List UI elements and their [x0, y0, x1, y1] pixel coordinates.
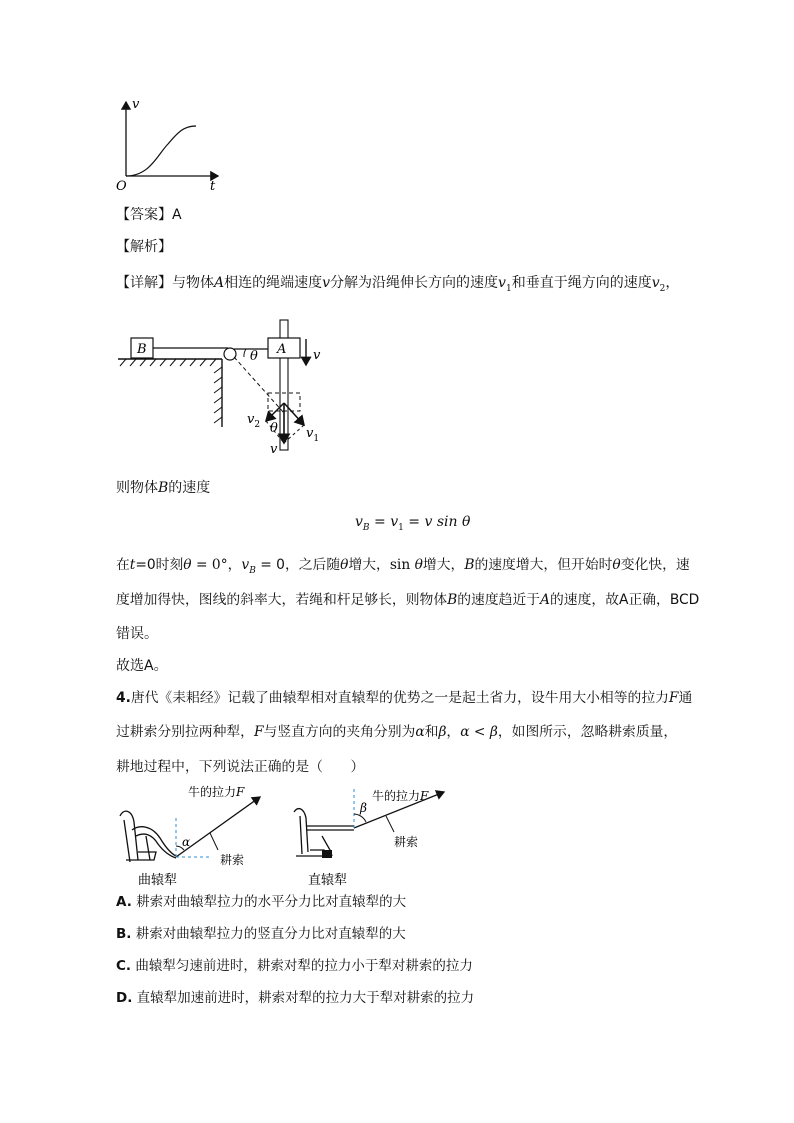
curved-caption: 曲辕犁	[138, 873, 178, 888]
option-text: 直辕犁加速前进时，耕索对犁的拉力大于犁对耕索的拉力	[136, 990, 475, 1006]
text: ，如图所示，忽略耕索质量，	[497, 724, 678, 740]
option-text: 耕索对曲辕犁拉力的竖直分力比对直辕犁的大	[135, 926, 406, 942]
paragraph-line-1	[116, 555, 690, 581]
text: 增大，	[348, 557, 390, 573]
formula-lhs-sub: B	[362, 522, 370, 533]
option-c[interactable]	[116, 956, 473, 976]
theta-top-label: θ	[250, 349, 258, 364]
block-a-label: A	[277, 342, 287, 357]
axis-label-t: t	[210, 179, 216, 194]
theta-arc-top	[244, 349, 246, 357]
detail-text: ，	[665, 275, 680, 291]
var-alpha: α	[415, 724, 425, 740]
straight-rope-label: 耕索	[394, 835, 419, 849]
option-d[interactable]	[116, 988, 474, 1008]
text: 的速度增大，但开始时	[474, 557, 613, 573]
option-text: 耕索对曲辕犁拉力的水平分力比对直辕犁的大	[136, 894, 407, 910]
var-b: B	[158, 480, 169, 496]
pulley-diagram	[110, 315, 350, 460]
formula-eq: =	[369, 514, 391, 530]
var-v: v	[322, 275, 331, 291]
var-theta: θ	[340, 557, 349, 573]
text: 的速度趋近于	[457, 592, 541, 608]
pulley	[224, 348, 236, 360]
var-theta: θ	[410, 557, 423, 573]
text: ，	[446, 724, 461, 740]
text: 增大，	[422, 557, 465, 573]
var-alpha: α	[460, 724, 470, 740]
detail-label: 【详解】	[116, 275, 172, 291]
rope-direction-dashed	[234, 357, 284, 413]
sin-func: sin	[389, 557, 411, 573]
conclusion: 故选A。	[116, 658, 168, 674]
curved-plow-drawing	[120, 811, 176, 862]
option-text: 曲辕犁匀速前进时，耕索对犁的拉力小于犁对耕索的拉力	[135, 958, 473, 974]
sub-2: 2	[659, 283, 666, 294]
option-letter: A.	[116, 894, 132, 910]
detail-text: 与物体	[172, 275, 214, 291]
v-bottom-label: v	[270, 442, 278, 457]
v2-label: $v_2$	[247, 412, 261, 430]
text: 唐代《耒耜经》记载了曲辕犁相对直辕犁的优势之一是起土省力，设牛用大小相等的拉力	[130, 690, 669, 706]
text: = 0°，	[191, 557, 242, 573]
formula-mid-sub: 1	[398, 522, 404, 533]
velocity-curve	[126, 126, 196, 176]
theta-bottom-label: θ	[270, 421, 278, 436]
text: 的速度	[168, 480, 211, 496]
formula-eq: =	[403, 514, 425, 530]
var-v1: v	[498, 275, 506, 291]
alpha-label: α	[182, 835, 191, 849]
text: 过耕索分别拉两种犁，	[116, 724, 254, 740]
velocity-label-a: v	[313, 348, 321, 363]
analysis-heading: 【解析】	[116, 239, 172, 255]
text: 与竖直方向的夹角分别为	[263, 724, 416, 740]
question-4-line-3: 耕地过程中，下列说法正确的是（ ）	[116, 759, 365, 775]
formula-lhs: v	[355, 514, 363, 530]
origin-label: O	[116, 179, 127, 194]
curved-rope-pointer	[210, 833, 218, 850]
table-hatching	[120, 359, 216, 366]
var-beta: β	[489, 724, 498, 740]
option-letter: B.	[116, 926, 132, 942]
text: 通	[678, 690, 693, 706]
axis-label-v: v	[132, 97, 140, 112]
text: 则物体	[116, 480, 158, 496]
straight-plow-block	[322, 850, 332, 858]
option-b[interactable]	[116, 924, 406, 944]
plow-diagram	[110, 780, 460, 890]
var-vb-sub: B	[249, 565, 256, 576]
sub-1: 1	[505, 283, 512, 294]
formula-rhs: v sin θ	[424, 514, 471, 530]
var-v2: v	[651, 275, 660, 291]
option-a[interactable]	[116, 892, 406, 912]
paragraph-line-3: 错误。	[116, 626, 158, 642]
text: 变化快，速	[620, 557, 690, 573]
beta-label: β	[360, 801, 367, 815]
question-4-line-1	[116, 688, 692, 708]
straight-rope-pointer	[386, 816, 394, 832]
var-b: B	[464, 557, 475, 573]
var-theta: θ	[183, 557, 192, 573]
detail-text: 和垂直于绳方向的速度	[511, 275, 652, 291]
text: 度增加得快，图线的斜率大，若绳和杆足够长，则物体	[116, 592, 448, 608]
beta-arc	[354, 814, 366, 822]
var-beta: β	[438, 724, 447, 740]
curved-rope-label: 耕索	[220, 853, 245, 867]
straight-plow-drawing	[294, 809, 354, 856]
less-than: <	[469, 724, 490, 740]
velocity-time-graph	[110, 96, 230, 196]
formula-mid: v	[390, 514, 399, 530]
var-vb: v	[241, 557, 250, 573]
var-a: A	[540, 592, 551, 608]
text: = 0，之后随	[255, 557, 341, 573]
paragraph-line-2	[116, 590, 699, 610]
block-b-label: B	[137, 342, 147, 357]
var-f: F	[668, 690, 679, 706]
text: 的速度，故A正确，BCD	[550, 592, 700, 608]
option-letter: D.	[116, 990, 133, 1006]
question-4-line-2	[116, 722, 677, 742]
question-number: 4.	[116, 690, 131, 706]
detail-text: 相连的绳端速度	[224, 275, 323, 291]
detail-text: 分解为沿绳伸长方向的速度	[330, 275, 499, 291]
var-theta: θ	[612, 557, 621, 573]
v1-label: $v_1$	[306, 426, 320, 444]
detail-line	[116, 273, 679, 299]
wall-hatching	[214, 367, 222, 423]
answer-line: 【答案】A	[116, 207, 182, 223]
var-b: B	[447, 592, 458, 608]
straight-caption: 直辕犁	[308, 873, 348, 888]
var-a: A	[214, 275, 225, 291]
text: =0时刻	[135, 557, 184, 573]
option-letter: C.	[116, 958, 132, 974]
text: 和	[424, 724, 439, 740]
straight-force-label: 牛的拉力F	[372, 789, 429, 803]
speed-b-line	[116, 478, 210, 498]
text: 在	[116, 557, 130, 573]
var-t: t	[129, 557, 136, 573]
formula	[355, 512, 470, 538]
var-f: F	[253, 724, 264, 740]
curved-force-label: 牛的拉力F	[188, 785, 245, 799]
